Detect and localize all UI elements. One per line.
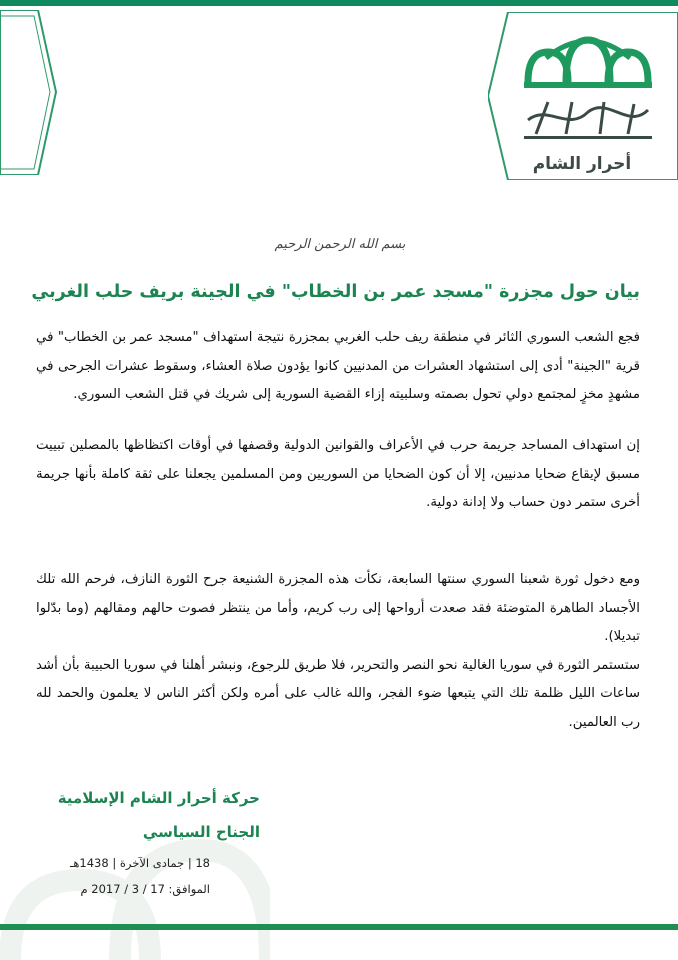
signature-org: حركة أحرار الشام الإسلامية xyxy=(57,789,260,807)
paragraph-1: فجع الشعب السوري الثائر في منطقة ريف حلب الغربي بمجزرة نتيجة استهداف "مسجد عمر بن الخطاب" في قرية "الجينة" أدى إلى استشهاد العشرات من المدنيين كانوا يؤدون صلاة العشاء، وسقوط عشرات الجرحى في مشهدٍ مخزٍ لمجتمع دولي تحول بصمته وسلبيته إزاء القضية السورية إلى شريك في قتل الشعب السوري. xyxy=(36,330,640,402)
paragraph-4: ستستمر الثورة في سوريا الغالية نحو النصر والتحرير، فلا طريق للرجوع، ونبشر أهلنا في سوريا الحبيبة بأن أشد ساعات الليل ظلمة تلك التي يتبعها ضوء الفجر، والله غالب على أمره ولكن أكثر الناس لا يعلمون والحمد لله رب العالمين. xyxy=(36,657,640,730)
left-chevron-badge xyxy=(0,10,60,175)
organization-logo xyxy=(488,12,678,180)
statement-title: بيان حول مجزرة "مسجد عمر بن الخطاب" في الجينة بريف حلب الغربي xyxy=(31,282,640,302)
date-hijri: 18 | جمادى الآخرة | 1438هـ xyxy=(69,856,210,870)
signature-wing: الجناح السياسي xyxy=(142,823,260,841)
header-top-line xyxy=(0,0,678,6)
paragraph-3: ومع دخول ثورة شعبنا السوري سنتها السابعة، نكأت هذه المجزرة الشنيعة جرح الثورة النازف، فرحم الله تلك الأجساد الطاهرة المتوضئة فقد صعدت أرواحها إلى رب كريم، وأما من ينتظر فصوت حالهم ومقالهم (وما بدّلوا تبديلا). xyxy=(36,572,640,644)
paragraph-2: إن استهداف المساجد جريمة حرب في الأعراف والقوانين الدولية وقصفها في أوقات اكتظاظها بالمصلين تبييت مسبق لإيقاع ضحايا مدنيين، إلا أن كون الضحايا من السوريين ومن المسلمين يجعلنا على ثقة كاملة بأنها جريمة أخرى ستمر دون حساب ولا إدانة دولية. xyxy=(36,438,640,510)
date-gregorian: الموافق: 17 / 3 / 2017 م xyxy=(80,882,210,896)
logo-slogan: أحرار الشام xyxy=(532,154,632,174)
paragraph-3-4 xyxy=(36,566,640,737)
footer-bar xyxy=(0,924,678,930)
basmala: بسم الله الرحمن الرحيم xyxy=(274,237,406,252)
